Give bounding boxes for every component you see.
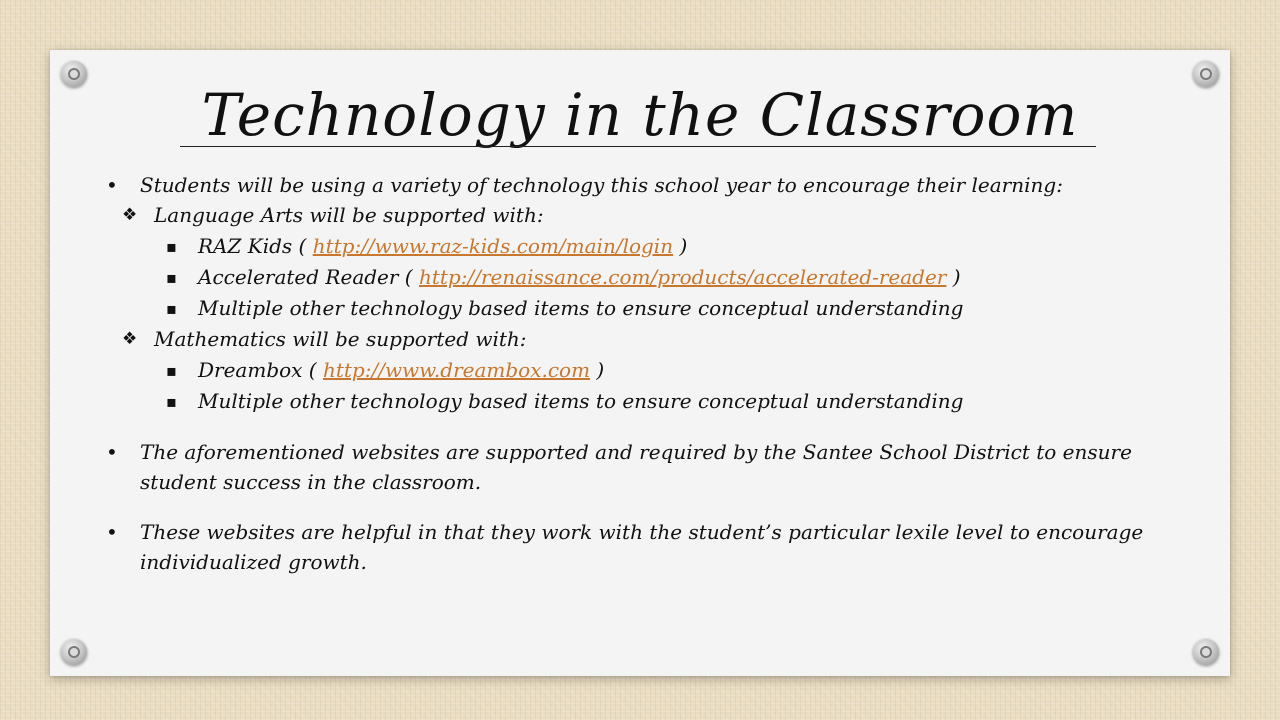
subject-label: Language Arts will be supported with: [154, 203, 544, 227]
resource-suffix: ) [590, 358, 605, 382]
dreambox-link[interactable]: http://www.dreambox.com [322, 358, 591, 382]
bullet-text: These websites are helpful in that they work with the student’s particular lexile level to encourage individualized growth. [140, 520, 1144, 574]
pushpin-icon [1193, 639, 1219, 665]
accelerated-reader-link[interactable]: http://renaissance.com/products/accelerated-reader [418, 265, 947, 289]
resource-item-accelerated-reader [160, 262, 1186, 293]
subject-item-mathematics [116, 324, 1186, 355]
slide-paper [50, 50, 1230, 676]
slide-title: Technology in the Classroom [201, 81, 1079, 149]
resource-name: Dreambox ( [198, 358, 323, 382]
slide-body [106, 170, 1186, 577]
bullet-item [106, 170, 1186, 200]
resource-item-dreambox [160, 355, 1186, 386]
resource-text: Multiple other technology based items to ensure conceptual understanding [198, 296, 964, 320]
resource-suffix: ) [946, 265, 961, 289]
spacer [106, 417, 1186, 437]
bullet-text: The aforementioned websites are supported and required by the Santee School District to ensure student success in the classroom. [140, 440, 1132, 494]
bullet-list [106, 170, 1186, 577]
title-underline [180, 146, 1096, 147]
bullet-item [106, 517, 1186, 577]
spacer [106, 497, 1186, 517]
resource-text: Multiple other technology based items to ensure conceptual understanding [198, 389, 964, 413]
bullet-item [106, 437, 1186, 497]
resource-item-raz-kids [160, 231, 1186, 262]
subject-item-language-arts [116, 200, 1186, 231]
resource-item-other [160, 293, 1186, 324]
pushpin-icon [61, 639, 87, 665]
raz-kids-link[interactable]: http://www.raz-kids.com/main/login [312, 234, 674, 258]
resource-name: Accelerated Reader ( [198, 265, 419, 289]
subject-label: Mathematics will be supported with: [154, 327, 527, 351]
resource-item-other [160, 386, 1186, 417]
resource-name: RAZ Kids ( [198, 234, 313, 258]
bullet-text: Students will be using a variety of technology this school year to encourage their learning: [140, 173, 1063, 197]
resource-suffix: ) [673, 234, 688, 258]
